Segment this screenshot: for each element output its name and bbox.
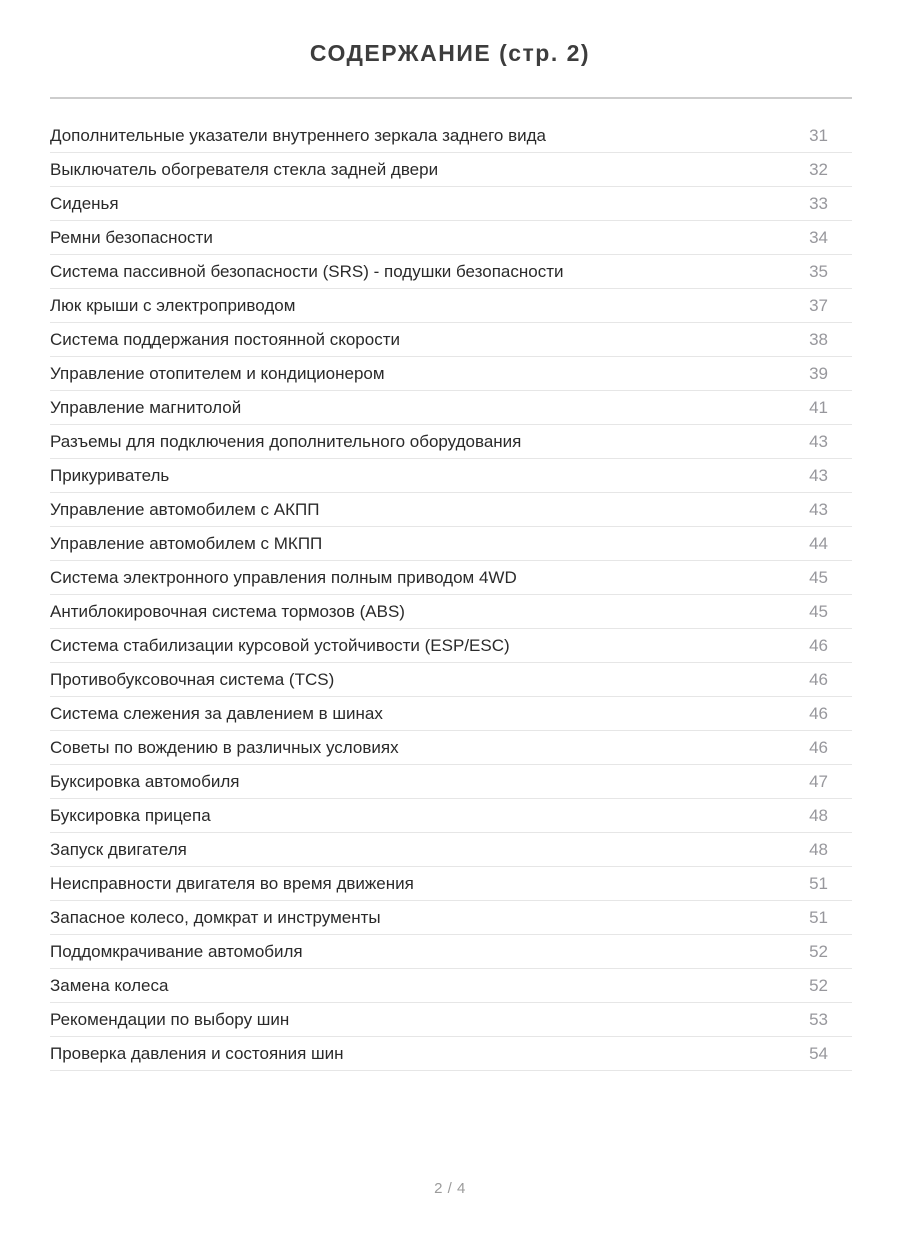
page-indicator: [0, 1180, 900, 1197]
toc-entry[interactable]: [50, 731, 852, 765]
toc-entry-title: Сиденья: [50, 193, 119, 213]
toc-entry[interactable]: [50, 459, 852, 493]
toc-entry[interactable]: [50, 561, 852, 595]
toc-entry-page-number: 51: [809, 873, 828, 893]
toc-list: [50, 119, 852, 1071]
toc-entry-page-number: 44: [809, 533, 828, 553]
toc-entry-page-number: 48: [809, 839, 828, 859]
toc-entry-page-number: 47: [809, 771, 828, 791]
toc-entry-page-number: 43: [809, 499, 828, 519]
toc-entry[interactable]: [50, 1037, 852, 1071]
document-page: [0, 40, 900, 1197]
toc-entry-page-number: 32: [809, 159, 828, 179]
toc-entry-page-number: 46: [809, 703, 828, 723]
toc-entry-page-number: 43: [809, 465, 828, 485]
toc-entry-title: Система стабилизации курсовой устойчивости (ESP/ESC): [50, 635, 510, 655]
toc-entry-page-number: 41: [809, 397, 828, 417]
toc-entry[interactable]: [50, 119, 852, 153]
toc-entry-page-number: 37: [809, 295, 828, 315]
toc-entry-page-number: 45: [809, 567, 828, 587]
toc-entry-page-number: 39: [809, 363, 828, 383]
toc-entry-page-number: 51: [809, 907, 828, 927]
toc-entry-page-number: 53: [809, 1009, 828, 1029]
toc-entry-title: Проверка давления и состояния шин: [50, 1043, 344, 1063]
toc-entry-page-number: 46: [809, 669, 828, 689]
toc-entry[interactable]: [50, 935, 852, 969]
toc-entry-title: Советы по вождению в различных условиях: [50, 737, 399, 757]
toc-entry-page-number: 48: [809, 805, 828, 825]
toc-entry[interactable]: [50, 493, 852, 527]
toc-entry-title: Управление отопителем и кондиционером: [50, 363, 385, 383]
toc-entry-title: Буксировка прицепа: [50, 805, 211, 825]
toc-entry[interactable]: [50, 765, 852, 799]
toc-entry-page-number: 52: [809, 941, 828, 961]
toc-entry-title: Рекомендации по выбору шин: [50, 1009, 290, 1029]
toc-entry-title: Система пассивной безопасности (SRS) - подушки безопасности: [50, 261, 564, 281]
toc-entry-title: Запуск двигателя: [50, 839, 187, 859]
toc-entry-title: Антиблокировочная система тормозов (ABS): [50, 601, 405, 621]
toc-entry[interactable]: [50, 595, 852, 629]
toc-entry[interactable]: [50, 391, 852, 425]
toc-entry-page-number: 45: [809, 601, 828, 621]
title-divider: [50, 97, 852, 99]
toc-entry-page-number: 43: [809, 431, 828, 451]
toc-entry[interactable]: [50, 629, 852, 663]
toc-entry-title: Разъемы для подключения дополнительного оборудования: [50, 431, 522, 451]
toc-entry-title: Противобуксовочная система (TCS): [50, 669, 335, 689]
toc-entry[interactable]: [50, 357, 852, 391]
toc-entry-title: Система электронного управления полным приводом 4WD: [50, 567, 517, 587]
page-title: СОДЕРЖАНИЕ (стр. 2): [309, 40, 591, 66]
toc-entry[interactable]: [50, 833, 852, 867]
toc-entry-title: Управление автомобилем с МКПП: [50, 533, 323, 553]
toc-entry[interactable]: [50, 323, 852, 357]
toc-entry-title: Люк крыши с электроприводом: [50, 295, 296, 315]
toc-entry[interactable]: [50, 425, 852, 459]
toc-entry[interactable]: [50, 255, 852, 289]
page-indicator-label: 2 / 4: [434, 1180, 466, 1197]
toc-entry[interactable]: [50, 289, 852, 323]
toc-entry[interactable]: [50, 901, 852, 935]
toc-entry-title: Система слежения за давлением в шинах: [50, 703, 383, 723]
toc-entry-page-number: 33: [809, 193, 828, 213]
toc-entry[interactable]: [50, 221, 852, 255]
toc-entry-title: Поддомкрачивание автомобиля: [50, 941, 303, 961]
toc-entry-page-number: 34: [809, 227, 828, 247]
toc-entry-title: Выключатель обогревателя стекла задней двери: [50, 159, 439, 179]
toc-entry-title: Система поддержания постоянной скорости: [50, 329, 401, 349]
toc-entry-page-number: 46: [809, 635, 828, 655]
toc-entry-page-number: 52: [809, 975, 828, 995]
toc-entry[interactable]: [50, 697, 852, 731]
toc-entry[interactable]: [50, 799, 852, 833]
toc-entry-title: Ремни безопасности: [50, 227, 213, 247]
toc-entry-title: Управление автомобилем с АКПП: [50, 499, 320, 519]
toc-entry[interactable]: [50, 527, 852, 561]
toc-entry-title: Управление магнитолой: [50, 397, 242, 417]
toc-entry-page-number: 35: [809, 261, 828, 281]
toc-entry-page-number: 54: [809, 1043, 828, 1063]
toc-entry[interactable]: [50, 663, 852, 697]
toc-entry-title: Запасное колесо, домкрат и инструменты: [50, 907, 381, 927]
toc-entry-title: Замена колеса: [50, 975, 169, 995]
toc-entry-title: Дополнительные указатели внутреннего зеркала заднего вида: [50, 125, 547, 145]
toc-entry[interactable]: [50, 867, 852, 901]
toc-entry[interactable]: [50, 969, 852, 1003]
toc-entry-title: Неисправности двигателя во время движения: [50, 873, 414, 893]
toc-entry-page-number: 46: [809, 737, 828, 757]
toc-entry-page-number: 38: [809, 329, 828, 349]
toc-entry[interactable]: [50, 153, 852, 187]
toc-entry[interactable]: [50, 1003, 852, 1037]
toc-entry[interactable]: [50, 187, 852, 221]
toc-entry-page-number: 31: [809, 125, 828, 145]
toc-entry-title: Прикуриватель: [50, 465, 170, 485]
toc-entry-title: Буксировка автомобиля: [50, 771, 240, 791]
